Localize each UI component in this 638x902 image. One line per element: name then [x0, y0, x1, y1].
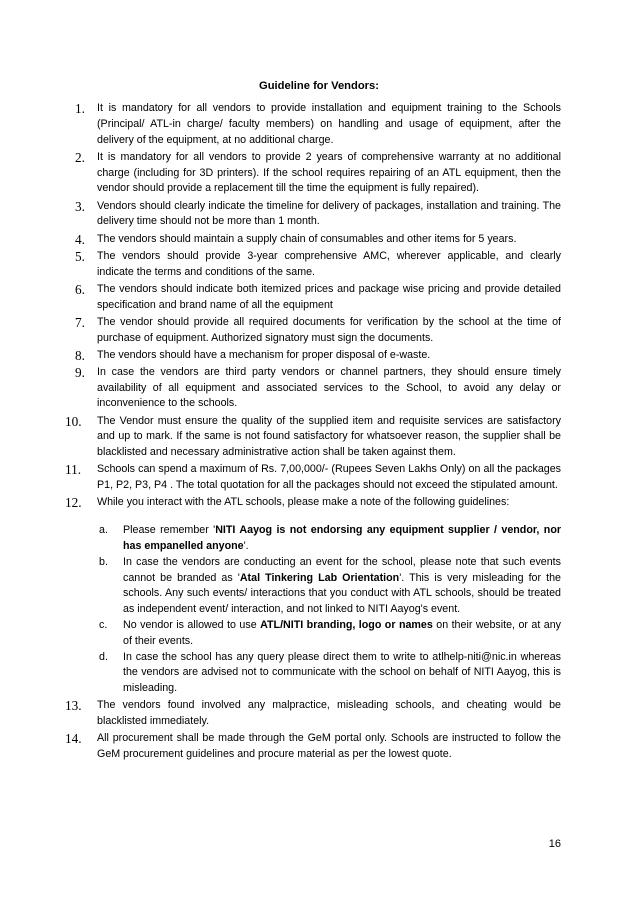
sub-item-text: Please remember ' — [123, 524, 216, 537]
sub-item-text: '. — [243, 540, 249, 553]
list-item — [71, 348, 561, 364]
list-item — [65, 413, 561, 461]
item-text: It is mandatory for all vendors to provide 2 years of comprehensive warranty at no additional charge (including for 3D printers). If the school requires repairing of an ATL equipment, then the vendor should provide a replacement till the time the equipment is fully repaired). — [97, 150, 561, 195]
item-number: 11. — [65, 462, 82, 478]
item-number: 5. — [75, 248, 85, 264]
sub-list-item — [97, 523, 561, 555]
sub-item-text: No vendor is allowed to use — [123, 619, 261, 631]
item-number: 6. — [75, 281, 85, 297]
sub-item-text: '. This is very misleading for the schools. Any such events/ interactions that you conduct with ATL schools, should be treated as independent event/ interaction, and not linked to NITI Aayog's event. — [123, 571, 561, 616]
item-text: The vendors should provide 3-year comprehensive AMC, wherever applicable, and clearly indicate the terms and conditions of the same. — [97, 249, 561, 278]
page-number: 16 — [548, 838, 561, 850]
sub-item-bold: Atal Tinkering Lab Orientation — [239, 571, 400, 584]
sub-item-label: c. — [99, 619, 108, 631]
item-number: 2. — [75, 149, 85, 165]
sub-guideline-list — [97, 523, 561, 697]
item-text: Schools can spend a maximum of Rs. 7,00,000/- (Rupees Seven Lakhs Only) on all the packages P1, P2, P3, P4 . The total quotation for all the packages should not exceed the stipulated amount. — [97, 463, 561, 492]
sub-item-bold: NITI Aayog is not endorsing any equipment supplier / vendor, nor has empanelled anyone — [123, 524, 562, 553]
list-item — [71, 365, 561, 412]
list-item — [65, 462, 561, 494]
item-text: Vendors should clearly indicate the timeline for delivery of packages, installation and training. The delivery time should not be more than 1 month. — [97, 199, 561, 228]
sub-item-label: d. — [99, 650, 108, 663]
sub-item-text: In case the school has any query please direct them to write to atlhelp-niti@nic.in whereas the vendors are advised not to communicate with the school on behalf of NITI Aayog, this is misleading. — [123, 650, 561, 695]
sub-item-bold: ATL/NITI branding, logo or names — [260, 619, 433, 631]
item-text: While you interact with the ATL schools, please make a note of the following guidelines: — [97, 496, 510, 509]
sub-item-label: a. — [99, 524, 108, 537]
list-item — [65, 698, 561, 730]
list-item — [71, 315, 561, 347]
item-text: The vendor should provide all required documents for verification by the school at the time of purchase of equipment. Authorized signatory must sign the documents. — [97, 315, 561, 344]
item-number: 8. — [75, 347, 85, 363]
item-number: 12. — [65, 495, 82, 511]
item-text: All procurement shall be made through the GeM portal only. Schools are instructed to follow the GeM procurement guidelines and procure material as per the lowest quote. — [97, 732, 561, 761]
item-text: In case the vendors are third party vendors or channel partners, they should ensure timely availability of all equipment and associated services to the School, to avoid any delay or inconvenience to the schools. — [97, 365, 561, 410]
item-text: The Vendor must ensure the quality of the supplied item and requisite services are satisfactory and up to mark. If the same is not found satisfactory for whatsoever reason, the supplier shall be blacklisted and necessary administrative action shall be taken against them. — [97, 414, 561, 459]
item-number: 10. — [65, 413, 82, 429]
list-item — [71, 199, 561, 231]
sub-item-text: on their website, or at any of their events. — [123, 619, 561, 647]
list-item — [71, 282, 561, 314]
sub-list-item — [97, 618, 561, 650]
item-number: 13. — [65, 698, 82, 714]
list-item — [65, 731, 561, 763]
item-text: The vendors should maintain a supply chain of consumables and other items for 5 years. — [97, 232, 517, 245]
list-item — [65, 495, 562, 697]
item-number: 4. — [75, 231, 85, 247]
item-number: 7. — [75, 314, 85, 330]
item-number: 9. — [75, 364, 85, 380]
item-text: The vendors found involved any malpractice, misleading schools, and cheating would be blacklisted immediately. — [97, 699, 561, 728]
sub-item-text: In case the vendors are conducting an event for the school, please note that such events cannot be branded as ' — [123, 555, 561, 584]
page-title: Guideline for Vendors: — [259, 80, 379, 92]
sub-list-item — [97, 650, 561, 697]
item-number: 1. — [75, 101, 85, 116]
list-item — [71, 101, 561, 148]
guideline-list — [65, 101, 562, 764]
list-item — [71, 232, 561, 248]
item-text: The vendors should indicate both itemized prices and package wise pricing and provide detailed specification and brand name of all the equipment — [97, 282, 561, 311]
list-item — [71, 249, 561, 281]
sub-item-label: b. — [99, 555, 108, 568]
item-text: The vendors should have a mechanism for proper disposal of e-waste. — [97, 348, 431, 361]
item-number: 3. — [75, 198, 85, 214]
item-number: 14. — [65, 731, 82, 747]
sub-list-item — [97, 555, 561, 618]
item-text: It is mandatory for all vendors to provide installation and equipment training to the Schools (Principal/ ATL-in charge/ faculty members) on handling and usage of equipment, after the delivery of the equipment, at no additional charge. — [97, 102, 561, 146]
list-item — [71, 150, 561, 197]
